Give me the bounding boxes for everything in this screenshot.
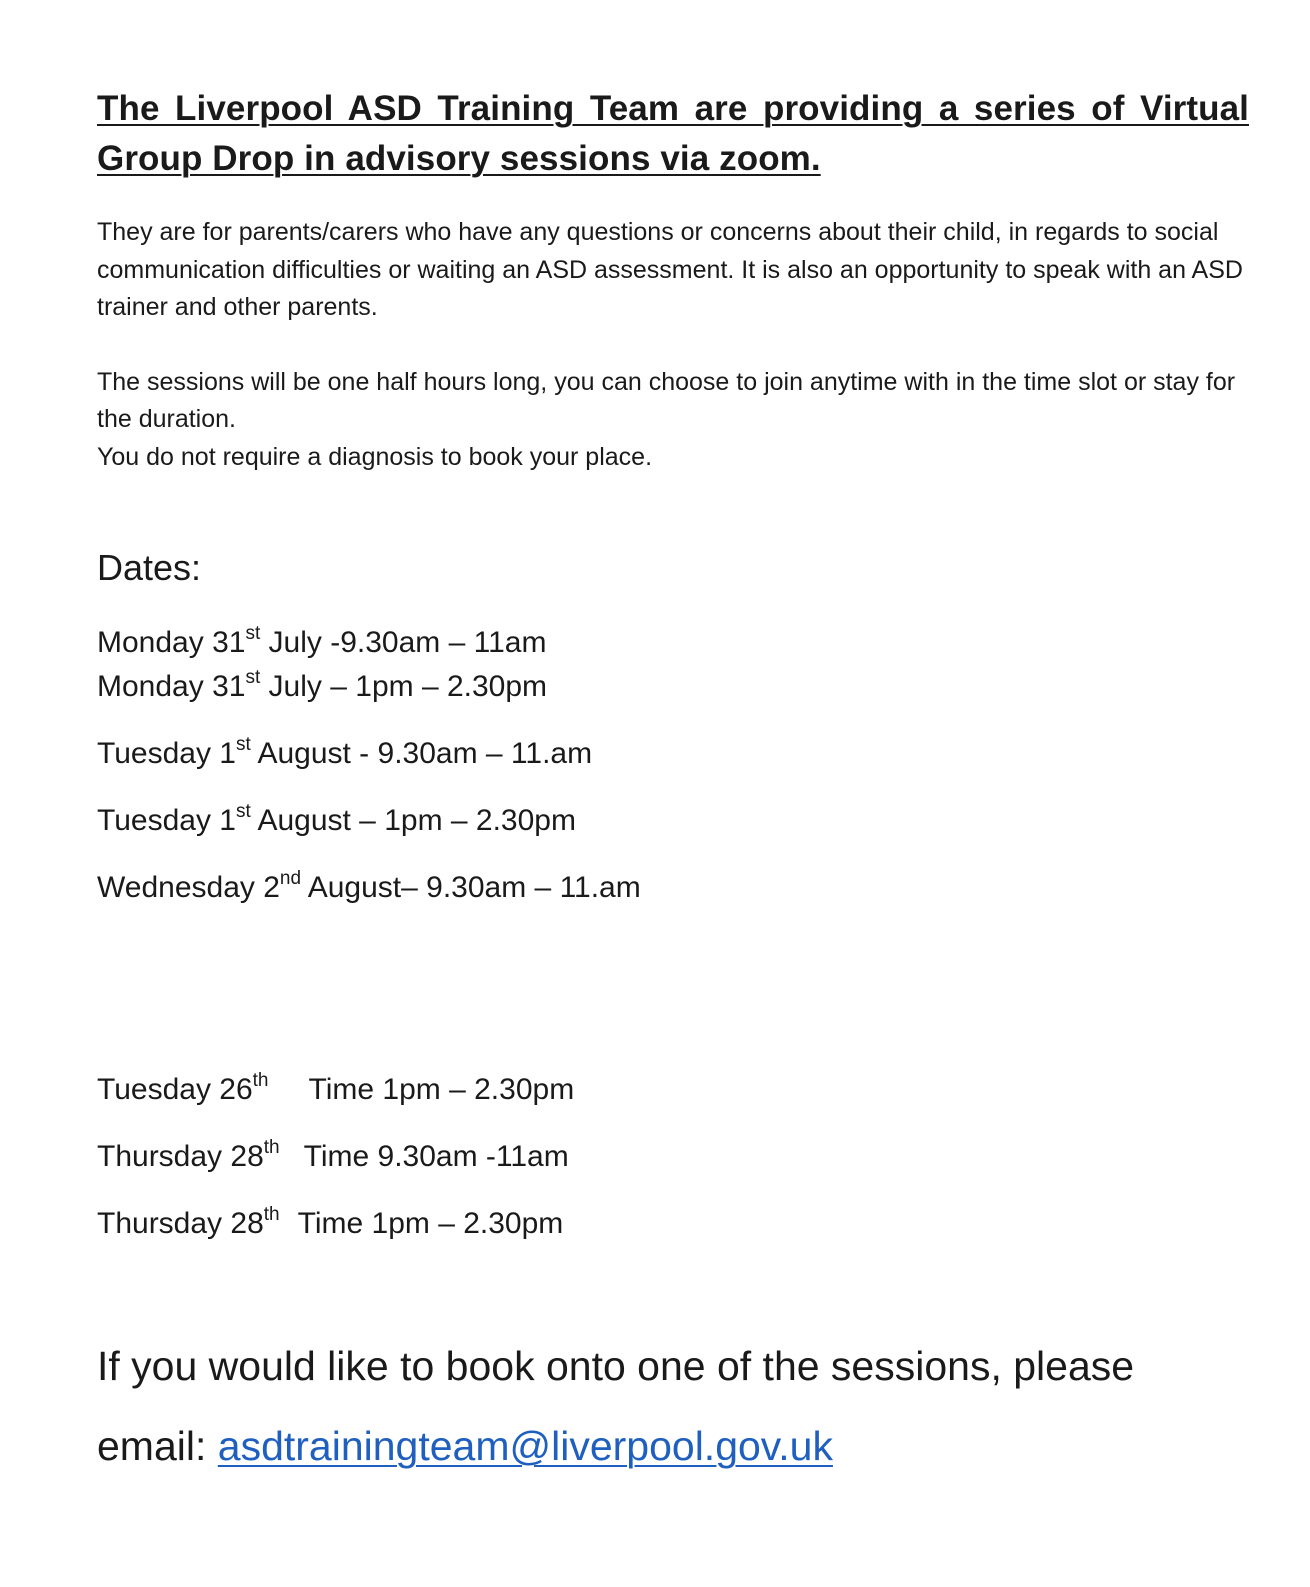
date-suffix: st bbox=[245, 623, 261, 644]
date-suffix: th bbox=[252, 1070, 269, 1091]
date-suffix: st bbox=[235, 801, 251, 822]
intro-paragraph: They are for parents/carers who have any questions or concerns about their child, in regards to social communication difficulties or waiting an ASD assessment. It is also an opportunity to speak with an ASD trainer and other parents. bbox=[97, 218, 1243, 321]
date-day: Wednesday 2 bbox=[97, 871, 280, 904]
date-time: Time 1pm – 2.30pm bbox=[297, 1207, 564, 1240]
date-suffix: th bbox=[263, 1137, 280, 1158]
date-item bbox=[97, 621, 1249, 665]
dates-heading: Dates: bbox=[97, 547, 202, 588]
diagnosis-note-text: You do not require a diagnosis to book your place. bbox=[97, 442, 653, 471]
date-suffix: nd bbox=[279, 868, 302, 889]
date-day: Thursday 28 bbox=[97, 1207, 264, 1240]
date-item bbox=[97, 1202, 1249, 1246]
date-time: August – 1pm – 2.30pm bbox=[250, 804, 576, 837]
date-time: July -9.30am – 11am bbox=[260, 626, 547, 659]
date-day: Tuesday 26 bbox=[97, 1073, 253, 1106]
date-day: Monday 31 bbox=[97, 626, 246, 659]
date-day: Monday 31 bbox=[97, 670, 246, 703]
booking-email-link[interactable]: asdtrainingteam@liverpool.gov.uk bbox=[217, 1423, 833, 1469]
date-item bbox=[97, 1068, 1249, 1112]
date-time: Time 9.30am -11am bbox=[303, 1140, 569, 1173]
booking-email-prefix: email: bbox=[97, 1423, 218, 1469]
date-time: July – 1pm – 2.30pm bbox=[260, 670, 548, 703]
date-item bbox=[97, 665, 1249, 709]
sessions-duration-text: The sessions will be one half hours long, you can choose to join anytime with in the time slot or stay for the duration. bbox=[97, 367, 1236, 433]
sessions-info-paragraph bbox=[97, 364, 1249, 477]
date-time: August– 9.30am – 11.am bbox=[301, 871, 641, 904]
booking-instructions bbox=[97, 1326, 1249, 1486]
booking-text: If you would like to book onto one of the sessions, please bbox=[97, 1343, 1135, 1389]
date-day: Tuesday 1 bbox=[97, 737, 236, 770]
date-suffix: st bbox=[245, 667, 261, 688]
date-suffix: th bbox=[263, 1204, 280, 1225]
date-day: Tuesday 1 bbox=[97, 804, 236, 837]
date-item bbox=[97, 799, 1249, 843]
date-day: Thursday 28 bbox=[97, 1140, 264, 1173]
document-page bbox=[97, 84, 1249, 1486]
date-suffix: st bbox=[235, 734, 251, 755]
date-item bbox=[97, 1135, 1249, 1179]
page-title: The Liverpool ASD Training Team are providing a series of Virtual Group Drop in advisory sessions via zoom. bbox=[97, 89, 1249, 178]
dates-list bbox=[97, 621, 1249, 1246]
date-time: Time 1pm – 2.30pm bbox=[308, 1073, 575, 1106]
date-item bbox=[97, 866, 1249, 910]
date-item bbox=[97, 732, 1249, 776]
date-time: August - 9.30am – 11.am bbox=[250, 737, 593, 770]
